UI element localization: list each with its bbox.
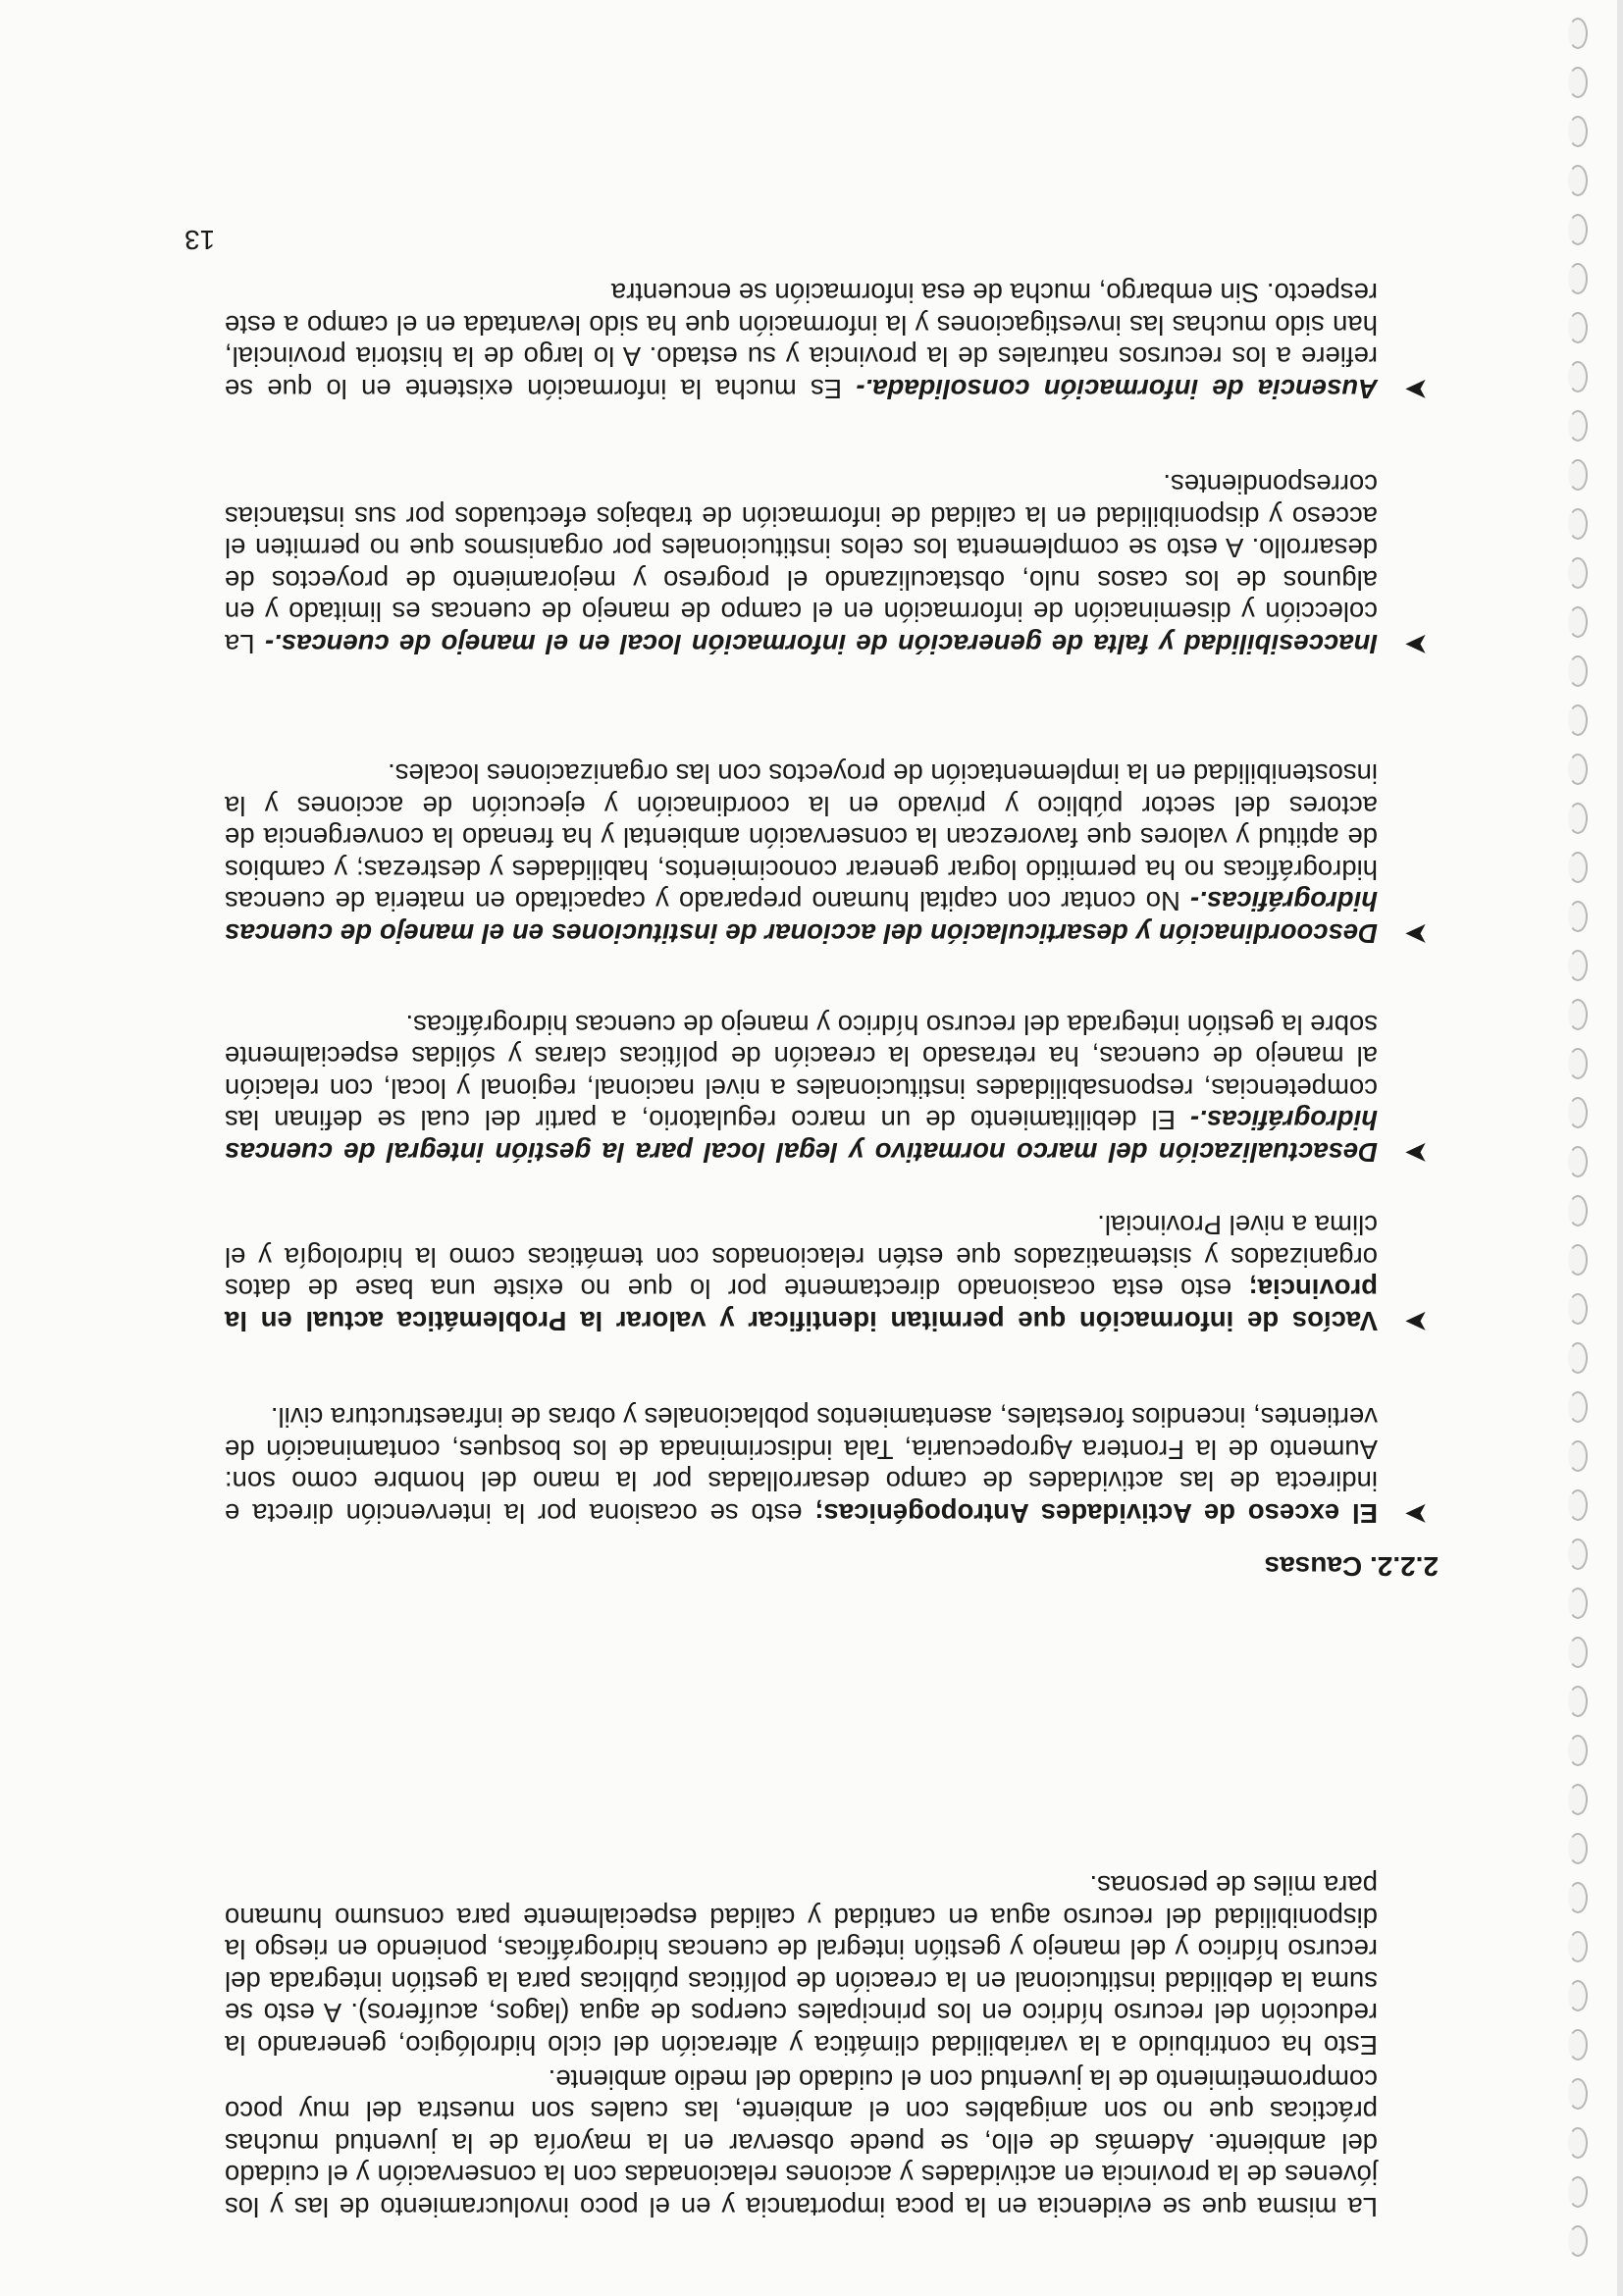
binding-holes xyxy=(1560,10,1599,2286)
cause-body: esto esta ocasionado directamente por lo que no existe una base de datos organizados y sistematizados que estén relacionados con temáticas como la hidrología y el clima a nivel Provincial. xyxy=(225,1210,1378,1305)
intro-paragraph-2: Esto ha contribuido a la variabilidad climática y alteración del ciclo hidrológico, generando la reducción del recurso hídrico en los principales cuerpos de agua (lagos, acuíferos). A esto se suma la debilidad institucional en la creación de políticas públicas para la gestión integrada del recurso hídrico y del manejo y gestión integral de cuencas hidrográficas, poniendo en riesgo la disponibilidad del recurso agua en cantidad y calidad especialmente para consumo humano para miles de personas. xyxy=(225,1870,1378,2061)
binding-hole xyxy=(1568,1048,1588,1079)
binding-hole xyxy=(1568,1588,1588,1619)
binding-hole xyxy=(1568,1195,1588,1226)
binding-hole xyxy=(1568,410,1588,442)
cause-body: El debilitamiento de un marco regulatorio, a partir del cual se definan las competencias, responsabilidades institucionales a nivel nacional, regional y local, con relación al manejo de cuencas, ha retrasado la creación de políticas claras y sólidas especialmente sobre la gestión integrada del recurso hídrico y manejo de cuencas hidrográficas. xyxy=(225,1010,1378,1136)
binding-hole xyxy=(1568,1244,1588,1276)
intro-paragraph-1: La misma que se evidencia en la poca importancia y en el poco involucramiento de las y los jóvenes de la provincia en actividades y acciones relacionadas con la conservación y el cuidado del ambiente. Además de ello, se puede observar en la mayoría de la juventud muchas prácticas que no son amigables con el ambiente, las cuales son muestra del muy poco comprometimiento de la juventud con el cuidado del medio ambiente. xyxy=(225,2064,1378,2222)
binding-hole xyxy=(1568,1980,1588,2011)
cause-title: El exceso de Actividades Antropogénicas; xyxy=(814,1498,1378,1529)
cause-title: Inaccesibilidad y falta de generación de información local en el manejo de cuencas.- xyxy=(264,629,1378,659)
binding-hole xyxy=(1568,361,1588,392)
cause-title: Vacíos de información que permitan identificar y valorar la Problemática actual en la provincia; xyxy=(225,1274,1378,1336)
cause-title: Desactualización del marco normativo y legal local para la gestión integral de cuencas hidrográficas.- xyxy=(225,1105,1378,1168)
binding-hole xyxy=(1568,2176,1588,2208)
binding-hole xyxy=(1568,1686,1588,1717)
binding-hole xyxy=(1568,2225,1588,2257)
cause-item xyxy=(225,757,1429,950)
binding-hole xyxy=(1568,950,1588,981)
binding-hole xyxy=(1568,18,1588,49)
cause-item xyxy=(224,277,1429,405)
binding-hole xyxy=(1568,508,1588,540)
cause-title: Ausencia de información consolidada.- xyxy=(856,374,1378,404)
arrow-bullet-icon: ➤ xyxy=(1403,373,1429,405)
binding-hole xyxy=(1568,1882,1588,1913)
cause-item xyxy=(225,1209,1429,1337)
binding-hole xyxy=(1568,1293,1588,1325)
binding-hole xyxy=(1568,704,1588,736)
binding-hole xyxy=(1568,803,1588,834)
cause-item xyxy=(225,468,1429,660)
binding-hole xyxy=(1568,312,1588,343)
binding-hole xyxy=(1568,263,1588,294)
binding-hole xyxy=(1568,852,1588,883)
binding-hole xyxy=(1568,1539,1588,1570)
binding-hole xyxy=(1568,999,1588,1030)
binding-hole xyxy=(1568,1146,1588,1177)
binding-hole xyxy=(1568,1440,1588,1472)
binding-hole xyxy=(1568,165,1588,196)
binding-hole xyxy=(1568,1784,1588,1815)
binding-hole xyxy=(1568,2029,1588,2061)
binding-hole xyxy=(1568,901,1588,932)
binding-hole xyxy=(1568,606,1588,638)
binding-hole xyxy=(1568,459,1588,491)
binding-hole xyxy=(1568,1391,1588,1423)
section-heading: 2.2.2. Causas xyxy=(1264,1551,1439,1582)
arrow-bullet-icon: ➤ xyxy=(1403,1305,1429,1337)
binding-hole xyxy=(1568,754,1588,785)
arrow-bullet-icon: ➤ xyxy=(1403,628,1429,660)
cause-item xyxy=(225,1401,1429,1530)
binding-hole xyxy=(1568,1931,1588,1962)
binding-hole xyxy=(1568,1735,1588,1766)
arrow-bullet-icon: ➤ xyxy=(1403,1136,1429,1169)
page-edge xyxy=(1617,0,1623,2296)
cause-body: Es mucha la información existente en lo que se refiere a los recursos naturales de la provincia y su estado. A lo largo de la historia provincial, han sido muchas las investigaciones y la información que ha sido levantada en el campo a este respecto. Sin embargo, mucha de esa información se encuentra xyxy=(224,278,1378,404)
binding-hole xyxy=(1568,2127,1588,2159)
binding-hole xyxy=(1568,67,1588,98)
cause-item xyxy=(225,1009,1429,1169)
binding-hole xyxy=(1568,1833,1588,1864)
binding-hole xyxy=(1568,1342,1588,1374)
cause-body: esto se ocasiona por la intervención directa e indirecta de las actividades de campo desarrolladas por la mano del hombre como son: Aumento de la Frontera Agropecuaria, Tala indiscriminada de los bosques, contaminación de vertientes, incendios forestales, asentamientos poblacionales y obras de infraestructura civil. xyxy=(225,1402,1378,1529)
binding-hole xyxy=(1568,1489,1588,1521)
page-number: 13 xyxy=(184,225,216,255)
cause-title: Descoordinación y desarticulación del accionar de instituciones en el manejo de cuencas hidrográficas.- xyxy=(225,886,1378,949)
binding-hole xyxy=(1568,2078,1588,2110)
binding-hole xyxy=(1568,116,1588,147)
binding-hole xyxy=(1568,214,1588,245)
arrow-bullet-icon: ➤ xyxy=(1403,917,1429,950)
binding-hole xyxy=(1568,557,1588,589)
binding-hole xyxy=(1568,1097,1588,1128)
binding-hole xyxy=(1568,655,1588,687)
cause-body: La colección y diseminación de información en el campo de manejo de cuencas es limitado y en algunos de los casos nulo, obstaculizando el progreso y mejoramiento de proyectos de desarrollo. A esto se complementa los celos institucionales por organismos que no permiten el acceso y disponibilidad en la calidad de información de trabajos efectuados por sus instancias correspondientes. xyxy=(225,469,1378,659)
binding-hole xyxy=(1568,1637,1588,1668)
arrow-bullet-icon: ➤ xyxy=(1403,1497,1429,1530)
cause-body: No contar con capital humano preparado y capacitado en materia de cuencas hidrográficas no ha permitido lograr generar conocimientos, habilidades y destrezas; y cambios de aptitud y valores que favorezcan la conservación ambiental y ha frenado la convergencia de actores del sector público y privado en la coordinación y ejecución de acciones y la insostenibilidad en la implementación de proyectos con las organizaciones locales. xyxy=(225,758,1378,917)
